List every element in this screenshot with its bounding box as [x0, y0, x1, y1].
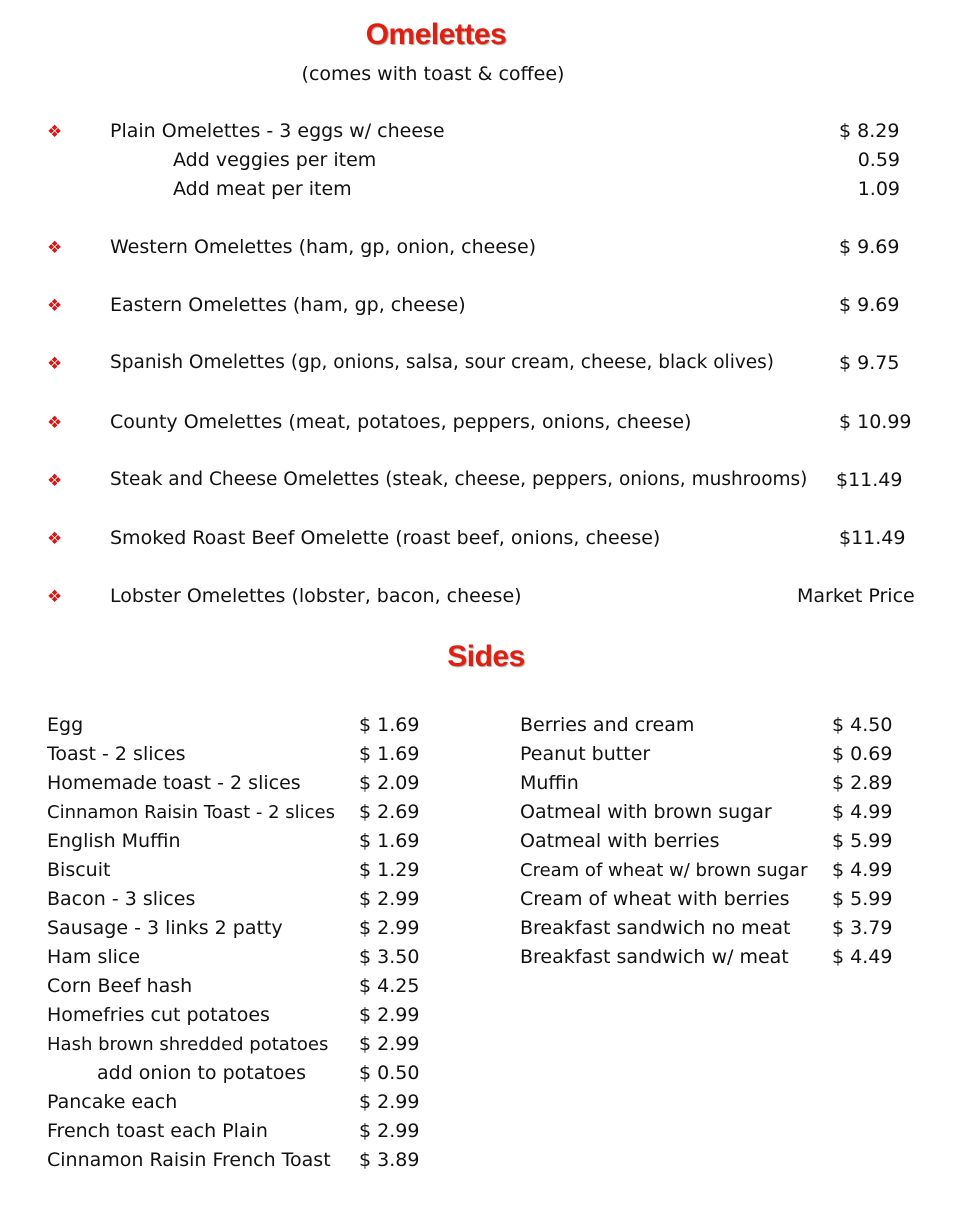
item-name: Muffin	[520, 772, 579, 794]
item-price: $ 2.99	[359, 1033, 420, 1055]
item-price: $11.49	[839, 527, 906, 549]
item-price: $ 4.99	[832, 859, 893, 881]
item-name: Peanut butter	[520, 743, 651, 765]
bullet-icon: ❖	[47, 296, 63, 316]
item-name: Lobster Omelettes (lobster, bacon, cheese)	[110, 585, 522, 607]
item-price: $ 2.99	[359, 888, 420, 910]
bullet-icon: ❖	[47, 529, 63, 549]
menu-item-lobster-omelette	[0, 585, 972, 613]
item-name: Homefries cut potatoes	[47, 1004, 270, 1026]
list-item	[47, 1146, 447, 1175]
item-price: $ 9.69	[839, 294, 900, 316]
item-price: $ 1.69	[359, 743, 420, 765]
list-item	[520, 856, 940, 885]
item-name: English Muffin	[47, 830, 181, 852]
item-price: $ 2.69	[359, 801, 420, 823]
item-price: $11.49	[836, 469, 903, 491]
list-item	[47, 798, 447, 827]
bullet-icon: ❖	[47, 471, 63, 491]
item-name: Corn Beef hash	[47, 975, 193, 997]
item-price: $ 4.50	[832, 714, 893, 736]
list-item	[47, 943, 447, 972]
item-name: Eastern Omelettes (ham, gp, cheese)	[110, 294, 466, 316]
item-price: $ 3.50	[359, 946, 420, 968]
list-item	[47, 1059, 447, 1088]
list-item	[47, 1001, 447, 1030]
item-name: Spanish Omelettes (gp, onions, salsa, sour cream, cheese, black olives)	[110, 352, 775, 373]
item-price: $ 2.89	[832, 772, 893, 794]
list-item	[520, 827, 940, 856]
item-name: Hash brown shredded potatoes	[47, 1034, 329, 1055]
item-name: Bacon - 3 slices	[47, 888, 196, 910]
menu-item-roast-beef-omelette	[0, 527, 972, 555]
menu-item-plain-omelette	[0, 120, 972, 148]
item-name: County Omelettes (meat, potatoes, peppers, onions, cheese)	[110, 411, 692, 433]
item-name: Plain Omelettes - 3 eggs w/ cheese	[110, 120, 445, 142]
list-item	[520, 943, 940, 972]
addon-name: Add veggies per item	[173, 149, 377, 171]
menu-item-county-omelette	[0, 411, 972, 439]
item-price: $ 3.79	[832, 917, 893, 939]
item-price: $ 5.99	[832, 888, 893, 910]
list-item	[520, 769, 940, 798]
list-item	[47, 827, 447, 856]
item-name: Ham slice	[47, 946, 141, 968]
list-item	[47, 769, 447, 798]
bullet-icon: ❖	[47, 413, 63, 433]
item-price: $ 9.75	[839, 352, 900, 374]
sides-list-left	[47, 711, 447, 1175]
list-item	[520, 885, 940, 914]
addon-price: 1.09	[857, 178, 900, 200]
sides-heading: Sides	[447, 640, 525, 673]
item-price: $ 0.50	[359, 1062, 420, 1084]
omelettes-subtitle: (comes with toast & coffee)	[301, 63, 565, 85]
item-name: Western Omelettes (ham, gp, onion, cheese)	[110, 236, 537, 258]
list-item	[47, 885, 447, 914]
item-name: Cream of wheat with berries	[520, 888, 790, 910]
list-item	[47, 1117, 447, 1146]
item-name: Toast - 2 slices	[47, 743, 186, 765]
addon-price: 0.59	[857, 149, 900, 171]
item-price: $ 2.99	[359, 1091, 420, 1113]
item-price: $ 5.99	[832, 830, 893, 852]
item-name: Egg	[47, 714, 84, 736]
bullet-icon: ❖	[47, 122, 63, 142]
item-price: Market Price	[797, 585, 915, 607]
item-price: $ 2.99	[359, 917, 420, 939]
item-price: $ 1.29	[359, 859, 420, 881]
menu-item-western-omelette	[0, 236, 972, 264]
item-price: $ 1.69	[359, 714, 420, 736]
item-name: Sausage - 3 links 2 patty	[47, 917, 283, 939]
menu-item-spanish-omelette	[0, 352, 972, 380]
item-name: Biscuit	[47, 859, 111, 881]
list-item	[47, 740, 447, 769]
list-item	[47, 914, 447, 943]
menu-item-steak-cheese-omelette	[0, 469, 972, 497]
item-name: Smoked Roast Beef Omelette (roast beef, onions, cheese)	[110, 527, 661, 549]
list-item	[47, 972, 447, 1001]
item-name: Cream of wheat w/ brown sugar	[520, 860, 808, 881]
list-item	[47, 856, 447, 885]
item-name: Oatmeal with berries	[520, 830, 720, 852]
item-name: Oatmeal with brown sugar	[520, 801, 772, 823]
item-name: Homemade toast - 2 slices	[47, 772, 301, 794]
bullet-icon: ❖	[47, 587, 63, 607]
list-item	[520, 914, 940, 943]
item-name: Breakfast sandwich no meat	[520, 917, 791, 939]
item-price: $ 4.25	[359, 975, 420, 997]
menu-item-eastern-omelette	[0, 294, 972, 322]
item-price: $ 4.99	[832, 801, 893, 823]
item-price: $ 2.09	[359, 772, 420, 794]
item-price: $ 0.69	[832, 743, 893, 765]
item-name: Cinnamon Raisin Toast - 2 slices	[47, 802, 335, 823]
item-price: $ 2.99	[359, 1004, 420, 1026]
list-item	[520, 711, 940, 740]
item-price: $ 4.49	[832, 946, 893, 968]
list-item	[520, 740, 940, 769]
list-item	[47, 1030, 447, 1059]
list-item	[520, 798, 940, 827]
item-price: $ 1.69	[359, 830, 420, 852]
list-item	[47, 711, 447, 740]
item-price: $ 9.69	[839, 236, 900, 258]
item-name: French toast each Plain	[47, 1120, 268, 1142]
item-name: Pancake each	[47, 1091, 178, 1113]
item-name: Breakfast sandwich w/ meat	[520, 946, 789, 968]
item-price: $ 10.99	[839, 411, 912, 433]
item-name: Berries and cream	[520, 714, 695, 736]
item-price: $ 3.89	[359, 1149, 420, 1171]
bullet-icon: ❖	[47, 354, 63, 374]
addon-name: Add meat per item	[173, 178, 352, 200]
omelettes-heading: Omelettes	[365, 18, 507, 51]
item-price: $ 2.99	[359, 1120, 420, 1142]
item-price: $ 8.29	[839, 120, 900, 142]
bullet-icon: ❖	[47, 238, 63, 258]
sides-list-right	[520, 711, 940, 972]
item-name: Steak and Cheese Omelettes (steak, cheese, peppers, onions, mushrooms)	[110, 469, 808, 490]
item-name: Cinnamon Raisin French Toast	[47, 1149, 331, 1171]
item-name: add onion to potatoes	[97, 1062, 307, 1084]
list-item	[47, 1088, 447, 1117]
